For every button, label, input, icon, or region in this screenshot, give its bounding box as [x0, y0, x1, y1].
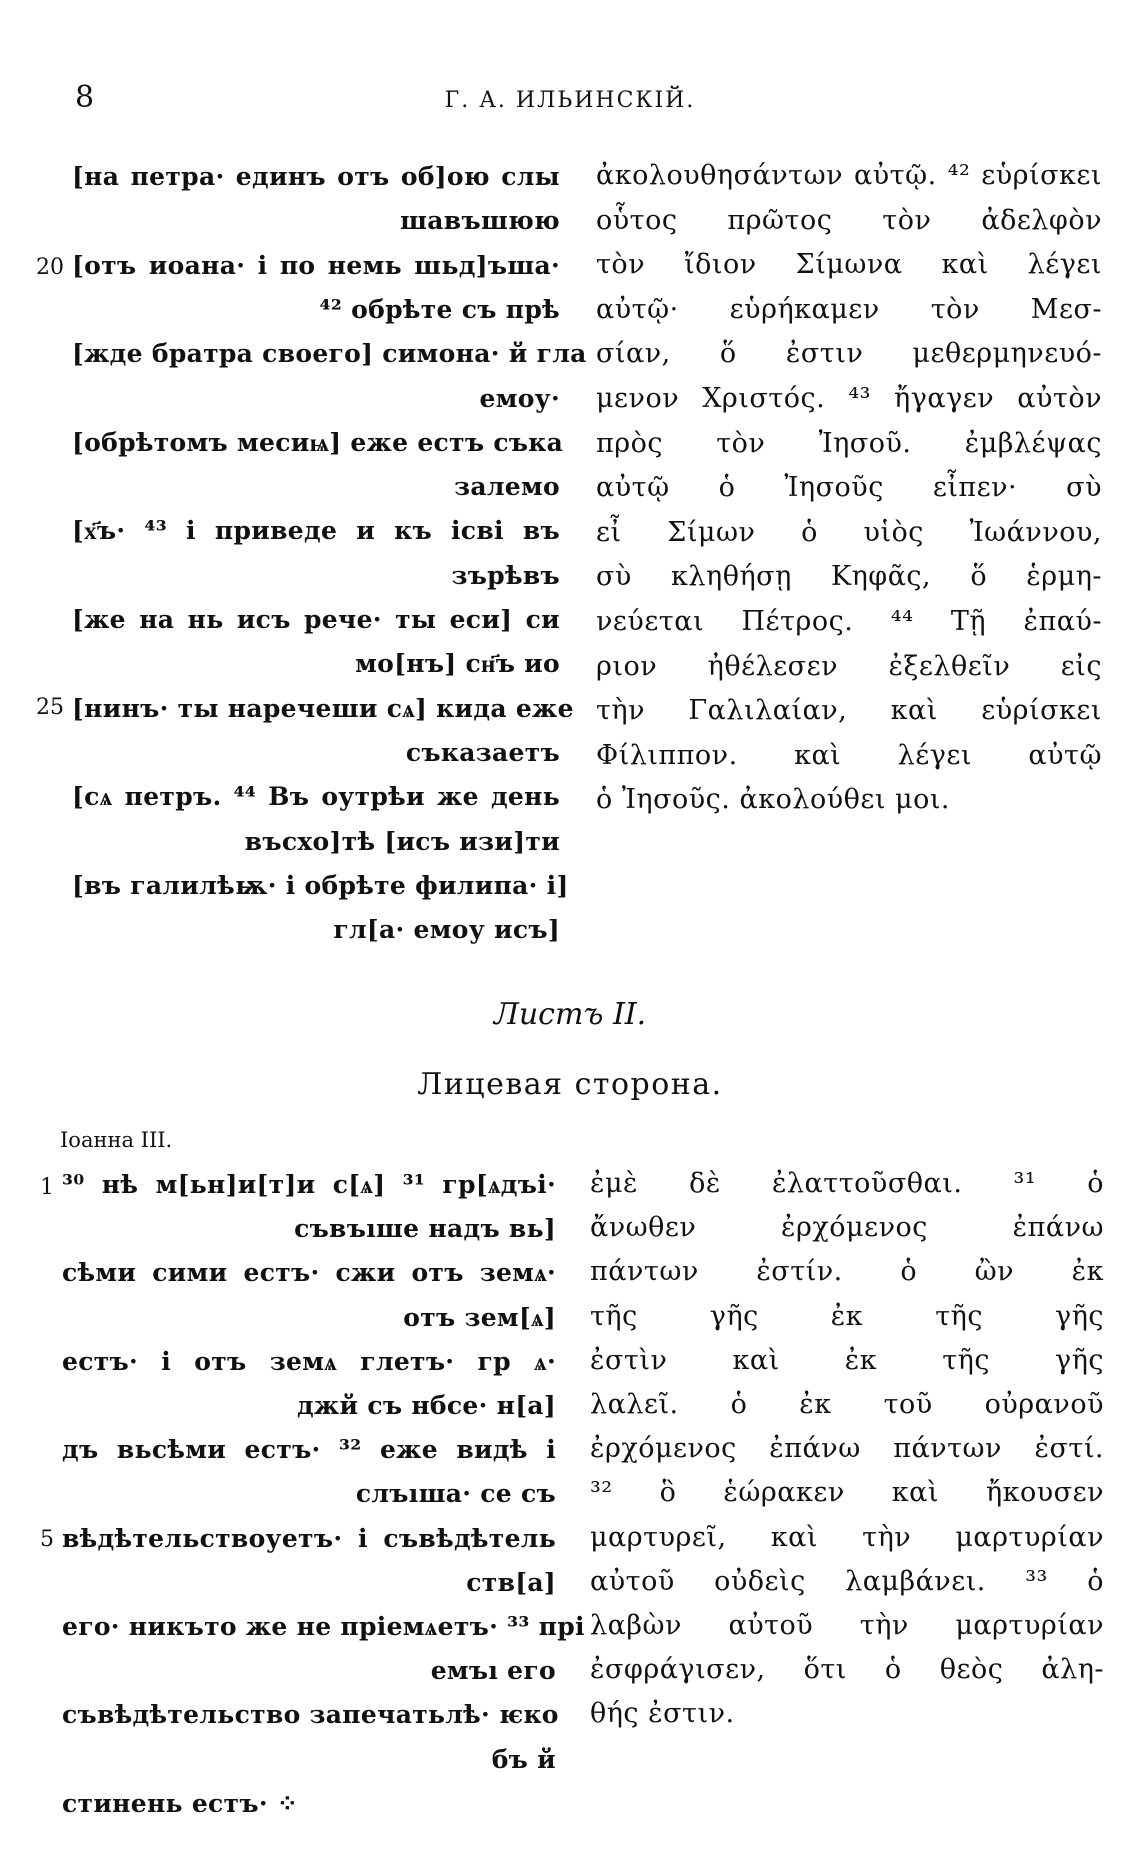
greek-line: αὐτοῦ οὐδεὶς λαμβάνει. ³³ ὁ [590, 1565, 1104, 1597]
slavonic-line: джй съ нбсе· н[а] [296, 1391, 556, 1420]
greek-line: ἐσφράγισεν, ὅτι ὁ θεὸς ἀλη- [590, 1654, 1104, 1686]
greek-line: νεύεται Πέτρος. ⁴⁴ Τῇ ἐπαύ- [596, 606, 1102, 637]
page-number: 8 [75, 80, 95, 115]
greek-line: αὐτῷ ὁ Ἰησοῦς εἶπεν· σὺ [596, 472, 1102, 504]
slavonic-line: гл[а· емоу исъ] [333, 915, 560, 945]
line-number: 25 [36, 695, 64, 720]
greek-line: λαλεῖ. ὁ ἐκ τοῦ οὐρανοῦ [590, 1389, 1104, 1420]
slavonic-line: [на петра· единъ отъ об]ою слы [72, 162, 560, 191]
greek-line: ριον ἠθέλεσεν ἐξελθεῖν εἰς [596, 650, 1102, 682]
slavonic-line: зърѣвъ [451, 560, 560, 590]
slavonic-line: [нинъ· ты наречеши сѧ] кида еже [72, 693, 574, 723]
slavonic-line: естъ· і отъ земѧ глетъ· гр ѧ· [62, 1346, 556, 1376]
greek-line: ἄνωθεν ἐρχόμενος ἐπάνω [590, 1212, 1104, 1244]
greek-line: σὺ κληθήσῃ Κηφᾶς, ὅ ἑρμη- [596, 561, 1102, 593]
line-number: 1 [40, 1175, 54, 1200]
greek-line: ὁ Ἰησοῦς. ἀκολούθει μοι. [596, 784, 950, 816]
slavonic-line: мо[нъ] сн҃ъ ио [355, 649, 560, 679]
slavonic-line: его· никъто же не пріемѧетъ· ³³ прі [62, 1612, 585, 1641]
slavonic-line: емоу· [479, 383, 560, 413]
slavonic-line: стинень естъ· ⁘ [62, 1788, 299, 1818]
greek-line: πρὸς τὸν Ἰησοῦ. ἐμβλέψας [596, 427, 1102, 459]
greek-line: μαρτυρεῖ, καὶ τὴν μαρτυρίαν [590, 1521, 1104, 1553]
greek-line: σίαν, ὅ ἐστιν μεθερμηνευό- [596, 338, 1102, 370]
slavonic-line: [обрѣтомъ месиѩ] еже естъ съка [72, 427, 564, 457]
slavonic-line: съказаетъ [405, 737, 560, 767]
slavonic-line: [жде братра своего] симона· й гла [72, 339, 587, 369]
slavonic-line: ³⁰ нѣ м[ьн]и[т]и с[ѧ] ³¹ гр[ѧдъі· [62, 1170, 556, 1199]
greek-line: λαβὼν αὐτοῦ τὴν μαρτυρίαν [590, 1610, 1104, 1641]
slavonic-line: [же на нь исъ рече· ты еси] си [72, 605, 560, 634]
greek-line: ἐστὶν καὶ ἐκ τῆς γῆς [590, 1344, 1104, 1376]
slavonic-line: [въ галилѣѭ· і обрѣте филипа· і] [72, 870, 569, 900]
slavonic-line: шавъшюю [400, 206, 560, 236]
slavonic-line: [отъ иоана· і по немь шьд]ъша· [72, 250, 560, 280]
greek-line: μενον Χριστός. ⁴³ ἤγαγεν αὐτὸν [596, 383, 1102, 414]
slavonic-line: залемо [454, 472, 560, 502]
section-subtitle: Лицевая сторона. [417, 1067, 723, 1102]
slavonic-line: бъ й [491, 1744, 556, 1774]
greek-line: αὐτῷ· εὑρήκαμεν τὸν Μεσ- [596, 293, 1102, 325]
running-head: Г. А. ИЛЬИНСКІЙ. [444, 88, 696, 113]
line-number: 20 [36, 255, 64, 280]
slavonic-line: [х҃ъ· ⁴³ і приведе и къ ісві въ [72, 516, 560, 546]
slavonic-line: вѣдѣтельствоуетъ· і съвѣдѣтель [62, 1523, 556, 1553]
slavonic-line: отъ зем[ѧ] [403, 1302, 556, 1332]
section-title: Листъ II. [493, 997, 647, 1032]
slavonic-line: ств[а] [466, 1567, 556, 1597]
greek-line: εἶ Σίμων ὁ υἱὸς Ἰωάννου, [596, 516, 1102, 548]
greek-line: Φίλιππον. καὶ λέγει αὐτῷ [596, 739, 1102, 771]
greek-line: ³² ὃ ἑώρακεν καὶ ἤκουσεν [590, 1477, 1104, 1509]
greek-line: τῆς γῆς ἐκ τῆς γῆς [590, 1300, 1104, 1332]
slavonic-line: слъıша· се съ [355, 1479, 556, 1509]
line-number: 5 [40, 1527, 54, 1552]
greek-line: ἀκολουθησάντων αὐτῷ. ⁴² εὑρίσκει [596, 160, 1102, 191]
slavonic-line: ⁴² обрѣте съ прѣ [319, 294, 560, 324]
slavonic-line: емъı его [430, 1656, 556, 1686]
greek-line: θής ἐστιν. [590, 1698, 735, 1730]
greek-line: οὗτος πρῶτος τὸν ἀδελφὸν [596, 204, 1102, 236]
slavonic-line: [сѧ петръ. ⁴⁴ Въ оутрѣи же день [72, 782, 560, 812]
slavonic-line: въсхо]тѣ [исъ изи]ти [244, 826, 560, 856]
greek-line: ἐρχόμενος ἐπάνω πάντων ἐστί. [590, 1433, 1104, 1465]
slavonic-line: дъ вьсѣми естъ· ³² еже видѣ і [62, 1435, 556, 1465]
slavonic-line: сѣми сими естъ· сжи отъ земѧ· [62, 1258, 556, 1288]
greek-line: τὸν ἴδιον Σίμωνα καὶ λέγει [596, 249, 1102, 281]
book-label: Іоанна III. [60, 1128, 173, 1152]
slavonic-line: съвѣдѣтельство запечатьлѣ· ѥко [62, 1700, 559, 1730]
greek-line: τὴν Γαλιλαίαν, καὶ εὑρίσκει [596, 695, 1102, 727]
greek-line: πάντων ἐστίν. ὁ ὢν ἐκ [590, 1256, 1104, 1288]
greek-line: ἐμὲ δὲ ἐλαττοῦσθαι. ³¹ ὁ [590, 1168, 1104, 1199]
slavonic-line: съвъıше надъ вь] [294, 1214, 556, 1244]
